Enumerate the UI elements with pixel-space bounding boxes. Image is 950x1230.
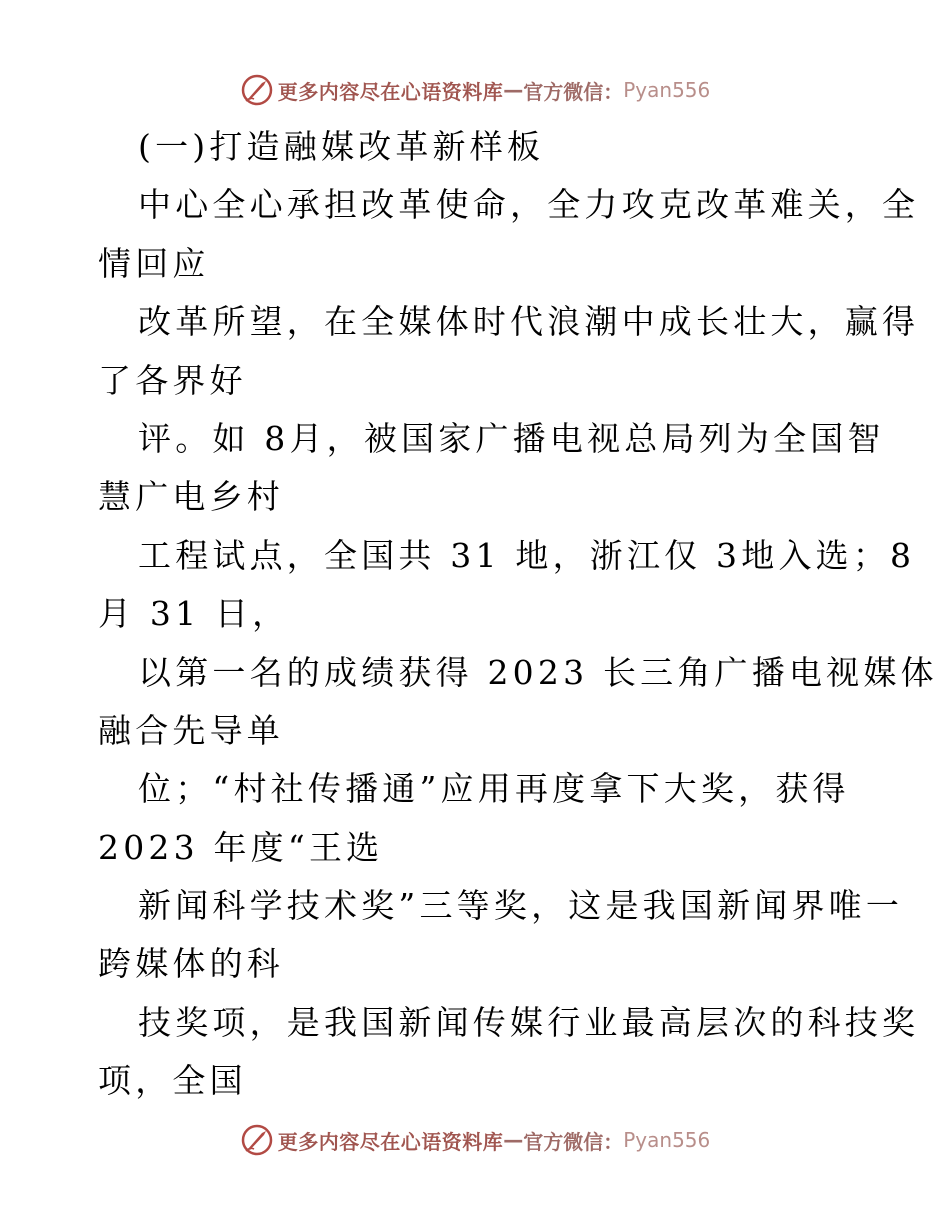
text-line: 工程试点，全国共 31 地，浙江仅 3地入选；8 (138, 535, 916, 575)
banner-main-text: 更多内容尽在心语资料库 (277, 79, 504, 104)
banner-dash: — (503, 78, 524, 102)
body-text (98, 118, 938, 1111)
text-line: 慧广电乡村 (98, 477, 284, 517)
banner-main-text: 更多内容尽在心语资料库 (277, 1129, 504, 1154)
text-line: 技奖项，是我国新闻传媒行业最高层次的科技奖 (138, 1002, 920, 1042)
banner-dash: — (503, 1128, 524, 1152)
quill-logo-icon (240, 1123, 274, 1157)
footer-banner (0, 1120, 950, 1160)
banner-wechat-label: 官方微信： (523, 1129, 624, 1154)
text-line: 月 31 日， (98, 594, 290, 634)
banner-wechat-id: Pyan556 (623, 1128, 711, 1152)
text-line: 中心全心承担改革使命，全力攻克改革难关，全 (138, 185, 920, 225)
text-line: 跨媒体的科 (98, 944, 284, 984)
quill-logo-icon (240, 73, 274, 107)
text-line: 2023 年度“王选 (98, 827, 384, 867)
text-line: 了各界好 (98, 360, 247, 400)
header-banner (0, 70, 950, 110)
banner-wechat-id: Pyan556 (623, 78, 711, 102)
text-line: 情回应 (98, 243, 210, 283)
text-line: 融合先导单 (98, 710, 284, 750)
text-line: 位；“村社传播通”应用再度拿下大奖，获得 (138, 769, 850, 809)
text-line: 改革所望，在全媒体时代浪潮中成长壮大，赢得 (138, 302, 920, 342)
text-line: 评。如 8月，被国家广播电视总局列为全国智 (138, 418, 885, 458)
text-line: 以第一名的成绩获得 2023 长三角广播电视媒体 (138, 652, 938, 692)
section-heading: (一)打造融媒改革新样板 (138, 127, 545, 166)
banner-wechat-label: 官方微信： (523, 79, 624, 104)
text-line: 项，全国 (98, 1061, 247, 1101)
text-line: 新闻科学技术奖”三等奖，这是我国新闻界唯一 (138, 886, 904, 926)
